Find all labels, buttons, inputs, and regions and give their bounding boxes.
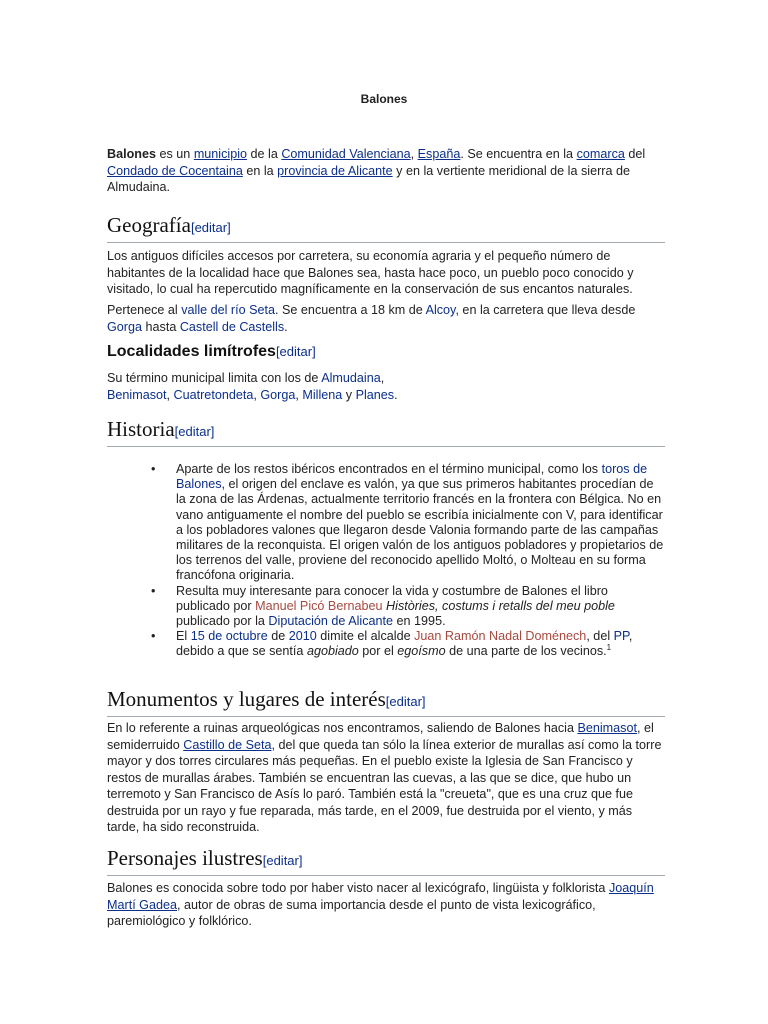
link-planes[interactable]: Planes — [355, 387, 395, 402]
heading-personajes-ilustres: Personajes ilustres[editar] — [107, 845, 665, 876]
link-condado-de-cocentaina[interactable]: Condado de Cocentaina — [107, 163, 243, 178]
link-15-de-octubre[interactable]: 15 de octubre — [190, 629, 268, 644]
edit-link-historia[interactable]: [editar] — [174, 424, 215, 439]
intro-lead: Balones — [107, 147, 156, 161]
list-item: • Aparte de los restos ibéricos encontrados en el término municipal, como los toros de Balones, el origen del enclave es valón, ya que sus primeros habitantes procedían de la zona de las Árdenas, actualmente territorio francés en la frontera con Bélgica. No en vano antiguamente el nombre del pueblo se escribía inicialmente con V, para identificar a los pobladores valones que llegaron desde Valonia formando parte de las campañas militares de la reconquista. El origen valón de los antiguos pobladores y propietarios de los terrenos del valle, proviene del reconocido apellido Moltó, o Molteau en su forma francófona originaria. — [151, 462, 664, 583]
bullet-icon: • — [151, 462, 156, 476]
intro-paragraph: Balones es un municipio de la Comunidad Valenciana, España. Se encuentra en la comarca del Condado de Cocentaina en la provincia de Alicante y en la vertiente meridional de la sierra de Almudaina. — [107, 147, 646, 194]
geografia-paragraph-2: Pertenece al valle del río Seta. Se encuentra a 18 km de Alcoy, en la carretera que lleva desde Gorga hasta Castell de Castells. — [107, 303, 636, 334]
link-2010[interactable]: 2010 — [288, 629, 317, 644]
link-toros-de-balones[interactable]: toros de Balones — [176, 462, 648, 492]
monumentos-paragraph: En lo referente a ruinas arqueológicas nos encontramos, saliendo de Balones hacia Benimasot, el semiderruido Castillo de Seta, del que queda tan sólo la línea exterior de murallas así como la torre mayor y dos torres circulares más pequeñas. En el pueblo existe la Iglesia de San Francisco y restos de murallas árabes. También se encuentran las cuevas, a las que se dice, que hubo un terremoto y San Francisco de Asís lo paró. También está la "creueta", que es una cruz que fue destruida por un rayo y fue reparada, más tarde, en el 2009, fue destruida por el viento, y más tarde, ha sido reconstruida. — [107, 721, 662, 834]
link-millena[interactable]: Millena — [302, 387, 343, 402]
heading-historia: Historia[editar] — [107, 416, 665, 447]
edit-link-personajes[interactable]: [editar] — [262, 853, 303, 868]
edit-link-monumentos[interactable]: [editar] — [385, 694, 426, 709]
edit-link-geografia[interactable]: [editar] — [190, 220, 231, 235]
bullet-icon: • — [151, 583, 156, 598]
link-valle-del-rio-seta[interactable]: valle del río Seta — [181, 303, 276, 317]
link-benimasot-2[interactable]: Benimasot — [577, 721, 637, 735]
link-castell-de-castells[interactable]: Castell de Castells — [179, 319, 285, 334]
link-benimasot[interactable]: Benimasot — [107, 387, 167, 402]
link-juan-ramon-nadal-domenech[interactable]: Juan Ramón Nadal Doménech — [414, 629, 587, 644]
link-comarca[interactable]: comarca — [576, 147, 625, 161]
link-diputacion-de-alicante[interactable]: Diputación de Alicante — [268, 614, 394, 629]
link-cuatretondeta[interactable]: Cuatretondeta — [173, 387, 254, 402]
link-provincia-de-alicante[interactable]: provincia de Alicante — [277, 163, 393, 178]
edit-link-localidades[interactable]: [editar] — [275, 344, 316, 359]
link-almudaina[interactable]: Almudaina — [321, 371, 381, 385]
link-joaquin-marti-gadea[interactable]: Joaquín Martí Gadea — [107, 881, 654, 912]
heading-monumentos: Monumentos y lugares de interés[editar] — [107, 686, 665, 717]
personajes-paragraph: Balones es conocida sobre todo por haber visto nacer al lexicógrafo, lingüista y folklorista Joaquín Martí Gadea, autor de obras de suma importancia desde el punto de vista lexicográfico, paremiológico y folklórico. — [107, 881, 654, 928]
link-gorga[interactable]: Gorga — [107, 319, 143, 334]
heading-geografia: Geografía[editar] — [107, 212, 665, 243]
link-manuel-pico-bernabeu[interactable]: Manuel Picó Bernabeu — [255, 598, 383, 613]
link-comunidad-valenciana[interactable]: Comunidad Valenciana — [281, 147, 411, 161]
list-item: • Resulta muy interesante para conocer la vida y costumbre de Balones el libro publicado por Manuel Picó Bernabeu Històries, costums i retalls del meu poble publicado por la Diputación de Alicante en 1995. — [151, 583, 615, 629]
heading-localidades-limitrofes: Localidades limítrofes[editar] — [107, 343, 316, 360]
footnote-ref[interactable]: 1 — [606, 643, 612, 653]
link-espana[interactable]: España — [417, 147, 461, 161]
link-municipio[interactable]: municipio — [193, 147, 248, 161]
geografia-paragraph-1: Los antiguos difíciles accesos por carretera, su economía agraria y el pequeño número de habitantes de la localidad hace que Balones sea, hasta hace poco, un pueblo poco conocido y visitado, lo cual ha repercutido magníficamente en la conservación de sus encantos naturales. — [107, 249, 634, 296]
historia-list — [151, 462, 665, 660]
link-castillo-de-seta[interactable]: Castillo de Seta — [183, 737, 272, 752]
link-gorga-2[interactable]: Gorga — [260, 387, 296, 402]
localidades-paragraph: Su término municipal limita con los de Almudaina, Benimasot, Cuatretondeta, Gorga, Millena y Planes. — [107, 371, 398, 402]
link-pp[interactable]: PP — [613, 629, 629, 644]
page-title: Balones — [360, 92, 408, 106]
link-alcoy[interactable]: Alcoy — [425, 303, 456, 317]
list-item: • El 15 de octubre de 2010 dimite el alcalde Juan Ramón Nadal Doménech, del PP, debido a que se sentía agobiado por el egoísmo de una parte de los vecinos.$^1$ — [151, 629, 633, 659]
bullet-icon: • — [151, 629, 156, 644]
